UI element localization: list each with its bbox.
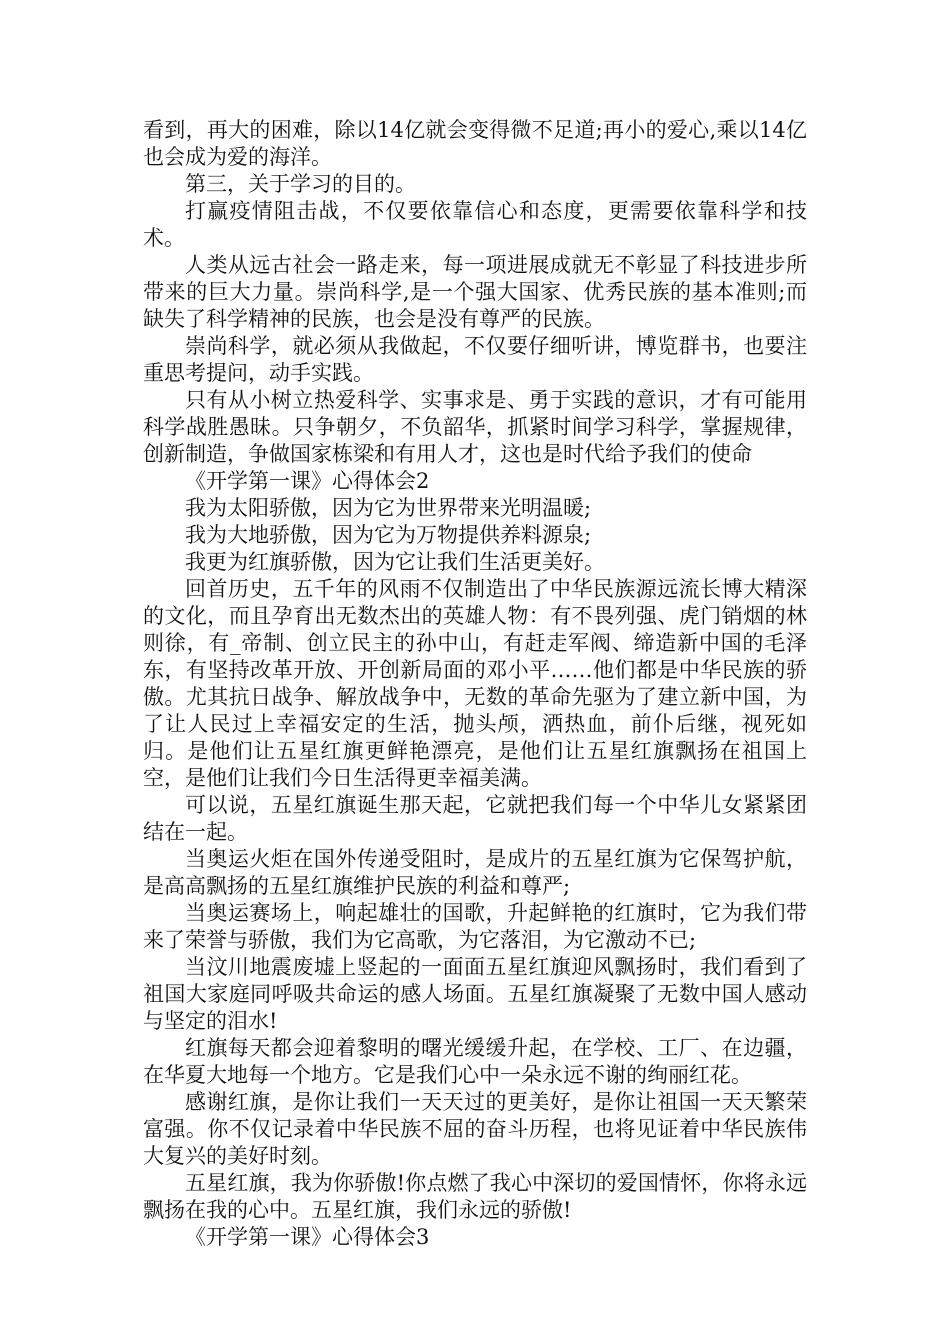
paragraph: 看到，再大的困难，除以14亿就会变得微不足道;再小的爱心,乘以14亿也会成为爱的海洋。 [143, 118, 807, 169]
paragraph: 只有从小树立热爱科学、实事求是、勇于实践的意识，才有可能用科学战胜愚昧。只争朝夕，不负韶华，抓紧时间学习科学，掌握规律，创新制造，争做国家栋梁和有用人才，这也是时代给予我们的使命 [143, 388, 807, 466]
paragraph: 五星红旗，我为你骄傲!你点燃了我心中深切的爱国情怀，你将永远飘扬在我的心中。五星红旗，我们永远的骄傲! [143, 1171, 807, 1222]
paragraph: 我为太阳骄傲，因为它为世界带来光明温暖; [185, 496, 592, 520]
paragraph: 打赢疫情阻击战，不仅要依靠信心和态度，更需要依靠科学和技术。 [143, 199, 807, 250]
paragraph: 当奥运火炬在国外传递受阻时，是成片的五星红旗为它保驾护航，是高高飘扬的五星红旗维护民族的利益和尊严; [143, 847, 807, 898]
paragraph: 回首历史，五千年的风雨不仅制造出了中华民族源远流长博大精深的文化，而且孕育出无数杰出的英雄人物：有不畏列强、虎门销烟的林则徐，有_帝制、创立民主的孙中山，有赶走军阀、缔造新中国的毛泽东，有坚持改革开放、开创新局面的邓小平……他们都是中华民族的骄傲。尤其抗日战争、解放战争中，无数的革命先驱为了建立新中国，为了让人民过上幸福安定的生活，抛头颅，洒热血，前仆后继，视死如归。是他们让五星红旗更鲜艳漂亮，是他们让五星红旗飘扬在祖国上空，是他们让我们今日生活得更幸福美满。 [143, 577, 807, 790]
essay-title: 《开学第一课》心得体会2 [185, 469, 430, 493]
paragraph: 我为大地骄傲，因为它为万物提供养料源泉; [185, 523, 592, 547]
document-page [143, 117, 807, 1251]
section-heading: 第三，关于学习的目的。 [185, 172, 416, 196]
paragraph: 当汶川地震废墟上竖起的一面面五星红旗迎风飘扬时，我们看到了祖国大家庭同呼吸共命运的感人场面。五星红旗凝聚了无数中国人感动与坚定的泪水! [143, 955, 807, 1033]
paragraph: 崇尚科学，就必须从我做起，不仅要仔细听讲，博览群书，也要注重思考提问，动手实践。 [143, 334, 807, 385]
paragraph: 我更为红旗骄傲，因为它让我们生活更美好。 [185, 550, 605, 574]
paragraph: 当奥运赛场上，响起雄壮的国歌，升起鲜艳的红旗时，它为我们带来了荣誉与骄傲，我们为它高歌，为它落泪，为它激动不已; [143, 901, 807, 952]
paragraph: 感谢红旗，是你让我们一天天过的更美好，是你让祖国一天天繁荣富强。你不仅记录着中华民族不屈的奋斗历程，也将见证着中华民族伟大复兴的美好时刻。 [143, 1090, 807, 1168]
paragraph: 红旗每天都会迎着黎明的曙光缓缓升起，在学校、工厂、在边疆，在华夏大地每一个地方。它是我们心中一朵永远不谢的绚丽红花。 [143, 1036, 807, 1087]
paragraph: 人类从远古社会一路走来，每一项进展成就无不彰显了科技进步所带来的巨大力量。崇尚科学,是一个强大国家、优秀民族的基本准则;而缺失了科学精神的民族，也会是没有尊严的民族。 [143, 253, 807, 331]
essay-title: 《开学第一课》心得体会3 [185, 1225, 430, 1249]
paragraph: 可以说，五星红旗诞生那天起，它就把我们每一个中华儿女紧紧团结在一起。 [143, 793, 807, 844]
